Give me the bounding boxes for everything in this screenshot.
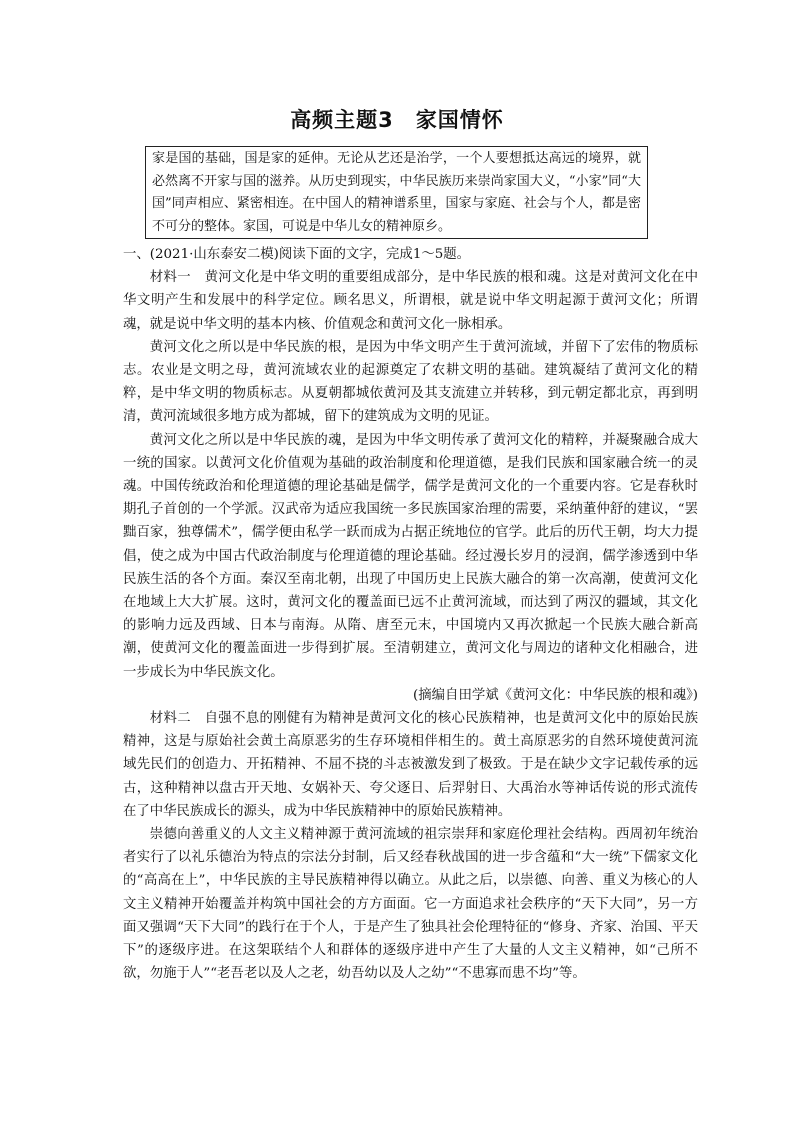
question-heading: 一、(2021·山东泰安二模)阅读下面的文字，完成1～5题。	[123, 247, 471, 262]
material1-paragraph-1: 材料一 黄河文化是中华文明的重要组成部分，是中华民族的根和魂。这是对黄河文化在中华文明产生和发展中的科学定位。顾名思义，所谓根，就是说中华文明起源于黄河文化；所谓魂，就是说中华文明的基本内核、价值观念和黄河文化一脉相承。	[123, 270, 698, 332]
passage-content	[123, 243, 698, 986]
material1-source: (摘编自田学斌《黄河文化：中华民族的根和魂》)	[413, 687, 698, 703]
material1-paragraph-2: 黄河文化之所以是中华民族的根，是因为中华文明产生于黄河流域，并留下了宏伟的物质标志。农业是文明之母，黄河流域农业的起源奠定了农耕文明的基础。建筑凝结了黄河文化的精粹，是中华文明的物质标志。从夏朝都城依黄河及其支流建立并转移，到元朝定都北京，再到明清，黄河流域很多地方成为都城，留下的建筑成为文明的见证。	[123, 339, 698, 425]
material2-paragraph-1: 材料二 自强不息的刚健有为精神是黄河文化的核心民族精神，也是黄河文化中的原始民族精神，这是与原始社会黄土高原恶劣的生存环境相伴相生的。黄土高原恶劣的自然环境使黄河流域先民们的创造力、开拓精神、不屈不挠的斗志被激发到了极致。于是在缺少文字记载传承的远古，这种精神以盘古开天地、女娲补天、夸父逐日、后羿射日、大禹治水等神话传说的形式流传在了中华民族成长的源头，成为中华民族精神中的原始民族精神。	[123, 711, 698, 819]
intro-box: 家是国的基础，国是家的延伸。无论从艺还是治学，一个人要想抵达高远的境界，就必然离不开家与国的滋养。从历史到现实，中华民族历来崇尚家国大义，“小家”同“大国”同声相应、紧密相连。在中国人的精神谱系里，国家与家庭、社会与个人，都是密不可分的整体。家国，可说是中华儿女的精神原乡。	[145, 146, 648, 239]
page-title: 高频主题3 家国情怀	[290, 108, 504, 132]
material1-paragraph-3: 黄河文化之所以是中华民族的魂，是因为中华文明传承了黄河文化的精粹，并凝聚融合成大一统的国家。以黄河文化价值观为基础的政治制度和伦理道德，是我们民族和国家融合统一的灵魂。中国传统政治和伦理道德的理论基础是儒学，儒学是黄河文化的一个重要内容。它是春秋时期孔子首创的一个学派。汉武帝为适应我国统一多民族国家治理的需要，采纳董仲舒的建议，“罢黜百家，独尊儒术”，儒学便由私学一跃而成为占据正统地位的官学。此后的历代王朝，均大力提倡，使之成为中国古代政治制度与伦理道德的理论基础。经过漫长岁月的浸润，儒学渗透到中华民族生活的各个方面。秦汉至南北朝，出现了中国历史上民族大融合的第一次高潮，使黄河文化在地域上大大扩展。这时，黄河文化的覆盖面已远不止黄河流域，而达到了两汉的疆域，其文化的影响力远及西域、日本与南海。从隋、唐至元末，中国境内又再次掀起一个民族大融合新高潮，使黄河文化的覆盖面进一步得到扩展。至清朝建立，黄河文化与周边的诸种文化相融合，进一步成长为中华民族文化。	[123, 432, 698, 680]
material2-paragraph-2: 崇德向善重义的人文主义精神源于黄河流域的祖宗崇拜和家庭伦理社会结构。西周初年统治者实行了以礼乐德治为特点的宗法分封制，后又经春秋战国的进一步含蕴和“大一统”下儒家文化的“高高在上”，中华民族的主导民族精神得以确立。从此之后，以崇德、向善、重义为核心的人文主义精神开始覆盖并构筑中国社会的方方面面。它一方面追求社会秩序的“天下大同”，另一方面又强调“天下大同”的践行在于个人，于是产生了独具社会伦理特征的“修身、齐家、治国、平天下”的逐级序进。在这架联结个人和群体的逐级序进中产生了大量的人文主义精神，如“己所不欲，勿施于人”“老吾老以及人之老，幼吾幼以及人之幼”“不患寡而患不均”等。	[123, 827, 698, 982]
